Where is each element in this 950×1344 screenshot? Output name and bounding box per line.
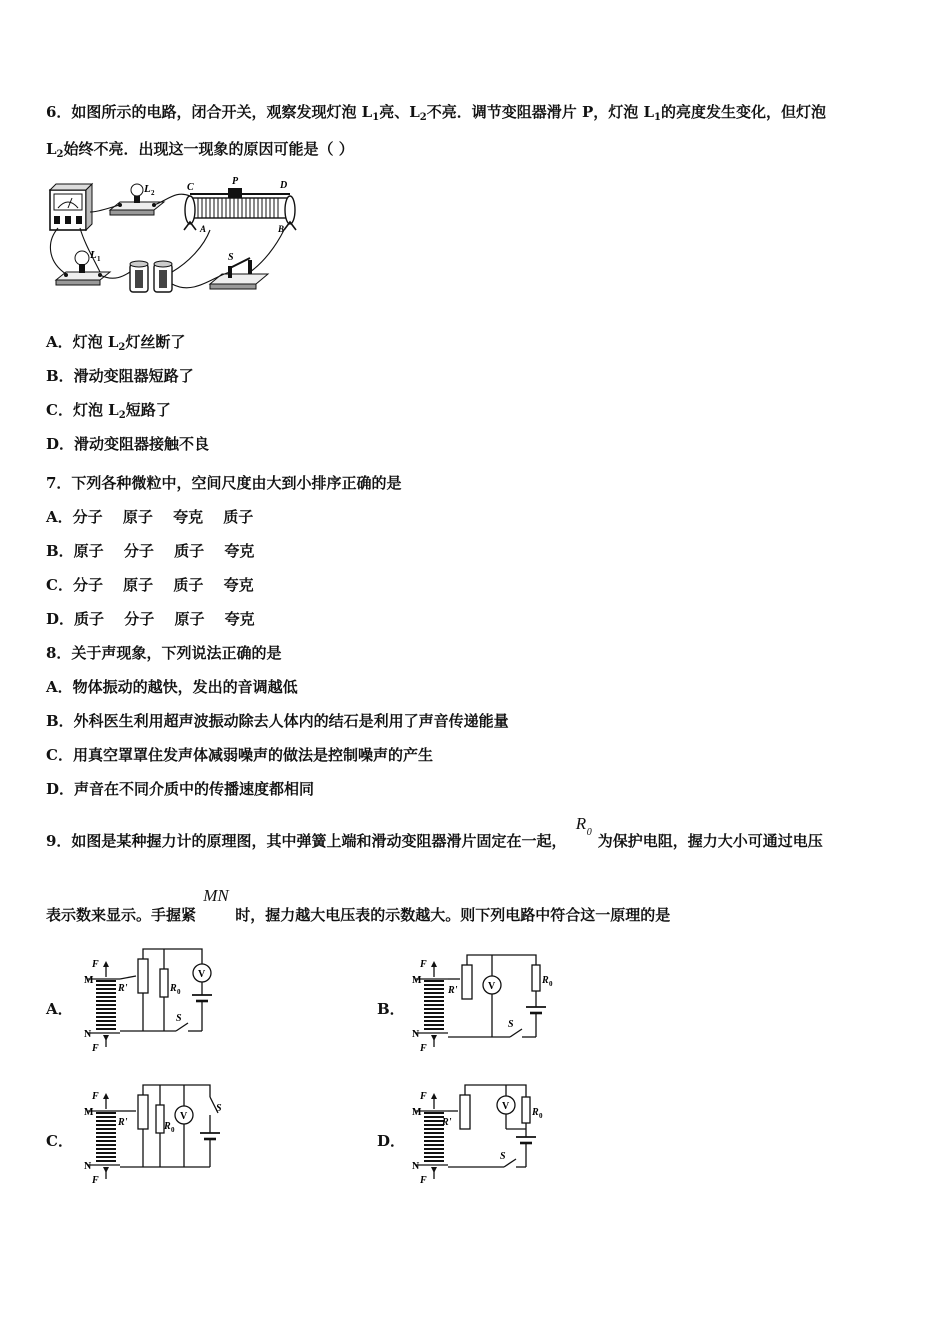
q6-stem-part: 始终不亮．出现这一现象的原因可能是（ ） bbox=[63, 140, 354, 158]
label-s: S bbox=[228, 252, 234, 263]
q6-sub: 2 bbox=[419, 112, 427, 123]
option-text: C．灯泡 L bbox=[46, 401, 119, 419]
q9-option-a[interactable]: A． bbox=[46, 1000, 73, 1018]
r0-label: R bbox=[164, 1121, 171, 1132]
option-text: 短路了 bbox=[125, 401, 171, 419]
force-label: F bbox=[92, 959, 99, 970]
lamp-l1-icon bbox=[56, 251, 110, 285]
q6-stem-line2 bbox=[46, 139, 354, 159]
option-sub: 2 bbox=[118, 410, 126, 421]
q6-sub: 1 bbox=[654, 112, 661, 123]
q6-option-b[interactable]: B．滑动变阻器短路了 bbox=[46, 367, 194, 385]
r0-sub: 0 bbox=[539, 1112, 543, 1120]
q9-stem-line2 bbox=[46, 886, 671, 925]
q7-option-a[interactable]: A．分子 原子 夸克 质子 bbox=[46, 508, 254, 526]
q6-stem-part: 的亮度发生变化，但灯泡 bbox=[660, 103, 826, 121]
q6-stem-part: 亮、L bbox=[379, 103, 420, 121]
voltmeter-icon: V bbox=[488, 981, 496, 992]
q6-stem-part: L bbox=[46, 140, 57, 158]
q9-circuit-c bbox=[84, 1077, 234, 1187]
r0-letter: R bbox=[575, 814, 587, 833]
meter-icon bbox=[50, 184, 92, 230]
rheostat-label: R' bbox=[118, 1117, 128, 1128]
q7-option-c[interactable]: C．分子 原子 质子 夸克 bbox=[46, 576, 254, 594]
lamp-l2-icon bbox=[110, 184, 164, 215]
r0-sub: 0 bbox=[171, 1126, 175, 1134]
option-sub: 2 bbox=[118, 342, 126, 353]
q6-sub: 1 bbox=[372, 112, 380, 123]
r0-label: R bbox=[170, 983, 177, 994]
m-label: M bbox=[84, 975, 94, 986]
voltmeter-icon: V bbox=[502, 1101, 510, 1112]
label-l2: L bbox=[144, 183, 151, 195]
switch-label: S bbox=[508, 1019, 514, 1030]
force-label: F bbox=[92, 1091, 99, 1102]
q9-option-d[interactable]: D． bbox=[377, 1132, 406, 1150]
q6-option-d[interactable]: D．滑动变阻器接触不良 bbox=[46, 435, 210, 453]
rheostat-label: R' bbox=[118, 983, 128, 994]
rheostat-label: R' bbox=[448, 985, 458, 996]
r0-label: R bbox=[532, 1107, 539, 1118]
voltmeter-icon: V bbox=[180, 1111, 188, 1122]
switch-label: S bbox=[216, 1103, 222, 1114]
q9-circuit-b bbox=[412, 945, 562, 1055]
q8-option-b[interactable]: B．外科医生利用超声波振动除去人体内的结石是利用了声音传递能量 bbox=[46, 712, 509, 730]
q9-stem-part: 表示数来显示。手握紧 bbox=[46, 906, 197, 924]
label-l2-sub: 2 bbox=[151, 189, 155, 197]
label-a: A bbox=[200, 224, 207, 234]
r0-subscript: 0 bbox=[586, 827, 592, 838]
battery-icon bbox=[130, 261, 172, 292]
q6-stem-line1 bbox=[46, 102, 826, 122]
label-p: P bbox=[232, 176, 239, 187]
force-label: F bbox=[92, 1175, 99, 1186]
r0-symbol bbox=[572, 814, 598, 846]
q7-option-d[interactable]: D．质子 分子 原子 夸克 bbox=[46, 610, 255, 628]
switch-label: S bbox=[500, 1151, 506, 1162]
switch-icon bbox=[210, 258, 268, 289]
mn-symbol bbox=[201, 886, 235, 920]
label-d: D bbox=[280, 180, 288, 191]
r0-sub: 0 bbox=[177, 988, 181, 996]
option-text: A．灯泡 L bbox=[46, 333, 119, 351]
q9-stem-part: 为保护电阻，握力大小可通过电压 bbox=[597, 832, 823, 850]
q6-option-c[interactable] bbox=[46, 400, 171, 420]
q9-option-c[interactable]: C． bbox=[46, 1132, 73, 1150]
switch-label: S bbox=[176, 1013, 182, 1024]
q6-stem-part: 不亮．调节变阻器滑片 P，灯泡 L bbox=[426, 103, 654, 121]
q6-circuit-figure bbox=[44, 172, 304, 297]
mn-letters: MN bbox=[203, 886, 229, 905]
q9-stem-part: 9．如图是某种握力计的原理图，其中弹簧上端和滑动变阻器滑片固定在一起， bbox=[46, 832, 567, 850]
option-text: 灯丝断了 bbox=[125, 333, 186, 351]
m-label: M bbox=[84, 1107, 94, 1118]
label-l1-sub: 1 bbox=[97, 255, 101, 263]
n-label: N bbox=[84, 1029, 92, 1040]
q8-stem: 8．关于声现象，下列说法正确的是 bbox=[46, 644, 282, 662]
q9-circuit-d bbox=[412, 1077, 562, 1187]
q6-sub: 2 bbox=[56, 149, 64, 160]
q8-option-c[interactable]: C．用真空罩罩住发声体减弱噪声的做法是控制噪声的产生 bbox=[46, 746, 433, 764]
label-l1: L bbox=[90, 249, 97, 261]
q9-stem-part: 时，握力越大电压表的示数越大。则下列电路中符合这一原理的是 bbox=[235, 906, 671, 924]
label-c: C bbox=[187, 182, 194, 193]
q9-stem-line1 bbox=[46, 814, 823, 851]
q6-stem-part: 6．如图所示的电路，闭合开关，观察发现灯泡 L bbox=[46, 103, 373, 121]
m-label: M bbox=[412, 1107, 422, 1118]
q9-option-b[interactable]: B． bbox=[377, 1000, 405, 1018]
q9-circuit-a bbox=[84, 945, 224, 1055]
q8-option-d[interactable]: D．声音在不同介质中的传播速度都相同 bbox=[46, 780, 315, 798]
force-label: F bbox=[420, 1043, 427, 1054]
n-label: N bbox=[84, 1161, 92, 1172]
force-label: F bbox=[92, 1043, 99, 1054]
r0-label: R bbox=[542, 975, 549, 986]
n-label: N bbox=[412, 1029, 420, 1040]
force-label: F bbox=[420, 959, 427, 970]
force-label: F bbox=[420, 1091, 427, 1102]
q8-option-a[interactable]: A．物体振动的越快，发出的音调越低 bbox=[46, 678, 298, 696]
r0-sub: 0 bbox=[549, 980, 553, 988]
q7-stem: 7．下列各种微粒中，空间尺度由大到小排序正确的是 bbox=[46, 474, 402, 492]
q6-option-a[interactable] bbox=[46, 332, 185, 352]
label-b: B bbox=[278, 224, 285, 234]
voltmeter-icon: V bbox=[198, 969, 206, 980]
force-label: F bbox=[420, 1175, 427, 1186]
n-label: N bbox=[412, 1161, 420, 1172]
q7-option-b[interactable]: B．原子 分子 质子 夸克 bbox=[46, 542, 255, 560]
m-label: M bbox=[412, 975, 422, 986]
rheostat-label: R' bbox=[442, 1117, 452, 1128]
